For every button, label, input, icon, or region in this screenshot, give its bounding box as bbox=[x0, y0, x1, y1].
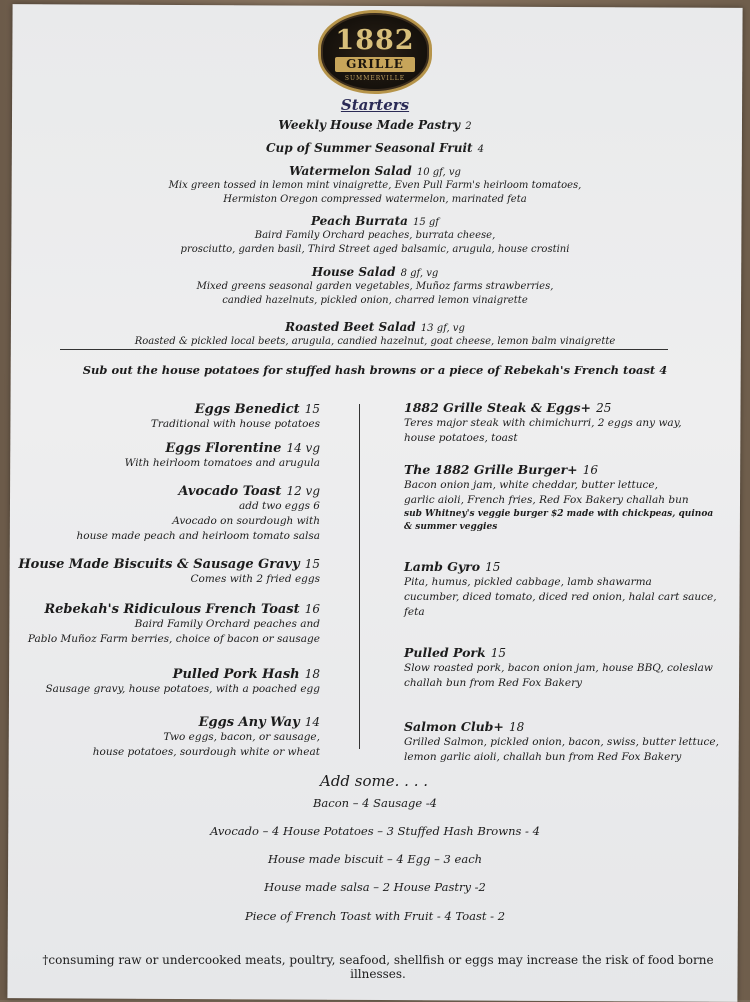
item-desc: Mix green tossed in lemon mint vinaigrette, Even Pull Farm's heirloom tomatoes, bbox=[168, 180, 582, 191]
restaurant-logo bbox=[318, 10, 432, 94]
item-name: Rebekah's Ridiculous French Toast bbox=[44, 602, 300, 617]
health-disclaimer: †consuming raw or undercooked meats, poultry, seafood, shellfish or eggs may increase the risk of food borne illnesses. bbox=[42, 953, 714, 981]
starter-item bbox=[20, 261, 730, 308]
item-name: House Made Biscuits & Sausage Gravy bbox=[18, 557, 300, 572]
starters-heading: Starters bbox=[340, 96, 410, 114]
item-desc: Pablo Muñoz Farm berries, choice of bacon or sausage bbox=[27, 633, 320, 645]
menu-item bbox=[125, 437, 320, 471]
item-name: Pulled Pork Hash bbox=[172, 667, 300, 682]
starter-item bbox=[20, 137, 730, 156]
item-desc: prosciutto, garden basil, Third Street aged balsamic, arugula, house crostini bbox=[180, 244, 570, 255]
starter-item bbox=[20, 114, 730, 133]
addon-line: House made biscuit – 4 Egg – 3 each bbox=[267, 852, 483, 866]
item-desc: house potatoes, sourdough white or wheat bbox=[92, 746, 320, 758]
item-name: The 1882 Grille Burger+ bbox=[404, 462, 578, 477]
item-name: 1882 Grille Steak & Eggs+ bbox=[404, 400, 591, 415]
item-desc: Bacon onion jam, white cheddar, butter lettuce, bbox=[404, 479, 658, 491]
item-name: Roasted Beet Salad bbox=[285, 320, 416, 334]
logo-town: SUMMERVILLE bbox=[344, 75, 406, 82]
item-price: 25 bbox=[596, 401, 612, 415]
item-name: Cup of Summer Seasonal Fruit bbox=[265, 141, 473, 155]
item-desc: candied hazelnuts, pickled onion, charred lemon vinaigrette bbox=[222, 295, 528, 306]
item-desc: Pita, humus, pickled cabbage, lamb shawarma bbox=[404, 576, 652, 588]
item-name: Peach Burrata bbox=[310, 214, 408, 228]
item-desc: house potatoes, toast bbox=[404, 432, 518, 444]
item-desc: Avocado on sourdough with bbox=[172, 515, 320, 527]
addons-heading: Add some. . . . bbox=[320, 772, 429, 790]
item-desc: cucumber, diced tomato, diced red onion, halal cart sauce, bbox=[404, 591, 717, 603]
menu-item bbox=[77, 480, 320, 544]
menu-item bbox=[45, 663, 320, 697]
item-desc: Two eggs, bacon, or sausage, bbox=[163, 731, 320, 743]
item-name: House Salad bbox=[311, 265, 396, 279]
item-desc: Sausage gravy, house potatoes, with a poached egg bbox=[45, 683, 320, 695]
item-desc: Hermiston Oregon compressed watermelon, marinated feta bbox=[223, 194, 527, 205]
item-price: 15 bbox=[485, 560, 501, 574]
item-desc: house made peach and heirloom tomato salsa bbox=[76, 530, 320, 542]
substitution-note: Sub out the house potatoes for stuffed hash browns or a piece of Rebekah's French toast 4 bbox=[82, 363, 668, 377]
item-desc: Baird Family Orchard peaches and bbox=[134, 618, 320, 630]
item-name: Salmon Club+ bbox=[404, 719, 504, 734]
section-divider bbox=[60, 349, 668, 350]
item-note: sub Whitney's veggie burger $2 made with chickpeas, quinoa bbox=[404, 509, 714, 519]
item-name: Lamb Gyro bbox=[404, 559, 481, 574]
item-desc: Traditional with house potatoes bbox=[150, 418, 320, 430]
item-price: 15 bbox=[490, 646, 507, 660]
item-price: 14 bbox=[304, 715, 320, 729]
item-desc: With heirloom tomatoes and arugula bbox=[124, 457, 320, 469]
item-desc: Grilled Salmon, pickled onion, bacon, swiss, butter lettuce, bbox=[404, 736, 719, 748]
item-name: Watermelon Salad bbox=[289, 164, 412, 178]
menu-item bbox=[18, 553, 320, 587]
item-name: Weekly House Made Pastry bbox=[278, 118, 461, 132]
starter-item bbox=[20, 316, 730, 349]
item-desc: Baird Family Orchard peaches, burrata cheese, bbox=[254, 230, 496, 241]
item-desc: Comes with 2 fried eggs bbox=[190, 573, 320, 585]
menu-item bbox=[28, 598, 320, 647]
item-price: 2 bbox=[465, 121, 472, 132]
item-desc: garlic aioli, French fries, Red Fox Bakery challah bun bbox=[404, 494, 689, 506]
logo-name: GRILLE bbox=[335, 57, 415, 72]
addon-line: House made salsa – 2 House Pastry -2 bbox=[264, 880, 486, 894]
item-price: 10 gf, vg bbox=[416, 167, 461, 178]
column-divider bbox=[359, 404, 360, 749]
addon-line: Bacon – 4 Sausage -4 bbox=[312, 796, 438, 810]
item-price: 18 bbox=[304, 667, 320, 681]
item-name: Avocado Toast bbox=[178, 484, 282, 499]
starter-item bbox=[20, 160, 730, 207]
item-price: 16 bbox=[304, 602, 320, 616]
item-note: & summer veggies bbox=[404, 522, 498, 532]
item-desc: Slow roasted pork, bacon onion jam, house BBQ, coleslaw bbox=[404, 662, 713, 674]
menu-item bbox=[404, 459, 713, 534]
item-desc: lemon garlic aioli, challah bun from Red Fox Bakery bbox=[404, 751, 682, 763]
item-desc: feta bbox=[404, 606, 425, 618]
logo-number: 1882 bbox=[335, 25, 415, 56]
menu-item bbox=[404, 716, 719, 765]
item-desc: Teres major steak with chimichurri, 2 eggs any way, bbox=[404, 417, 682, 429]
item-desc: add two eggs 6 bbox=[239, 500, 320, 512]
item-name: Pulled Pork bbox=[404, 645, 486, 660]
item-price: 4 bbox=[477, 144, 485, 155]
item-name: Eggs Benedict bbox=[194, 402, 300, 417]
starter-item bbox=[20, 210, 730, 257]
item-price: 16 bbox=[582, 463, 599, 477]
item-price: 15 bbox=[304, 557, 320, 571]
item-desc: Mixed greens seasonal garden vegetables, Muñoz farms strawberries, bbox=[196, 281, 554, 292]
menu-item bbox=[404, 642, 713, 691]
menu-item bbox=[404, 397, 682, 446]
item-price: 13 gf, vg bbox=[420, 323, 465, 334]
item-name: Eggs Florentine bbox=[165, 441, 282, 456]
item-desc: challah bun from Red Fox Bakery bbox=[404, 677, 583, 689]
menu-item bbox=[93, 711, 320, 760]
menu-item bbox=[151, 398, 320, 432]
item-name: Eggs Any Way bbox=[198, 715, 300, 730]
addon-line: Piece of French Toast with Fruit - 4 Toast - 2 bbox=[244, 909, 506, 923]
item-desc: Roasted & pickled local beets, arugula, candied hazelnut, goat cheese, lemon balm vinaigrette bbox=[134, 336, 616, 347]
menu-item bbox=[404, 556, 717, 620]
item-price: 8 gf, vg bbox=[400, 268, 439, 279]
item-price: 14 vg bbox=[286, 441, 320, 455]
item-price: 12 vg bbox=[286, 484, 320, 498]
item-price: 18 bbox=[508, 720, 525, 734]
item-price: 15 gf bbox=[413, 217, 440, 228]
item-price: 15 bbox=[304, 402, 320, 416]
addon-line: Avocado – 4 House Potatoes – 3 Stuffed Hash Browns - 4 bbox=[210, 824, 540, 838]
